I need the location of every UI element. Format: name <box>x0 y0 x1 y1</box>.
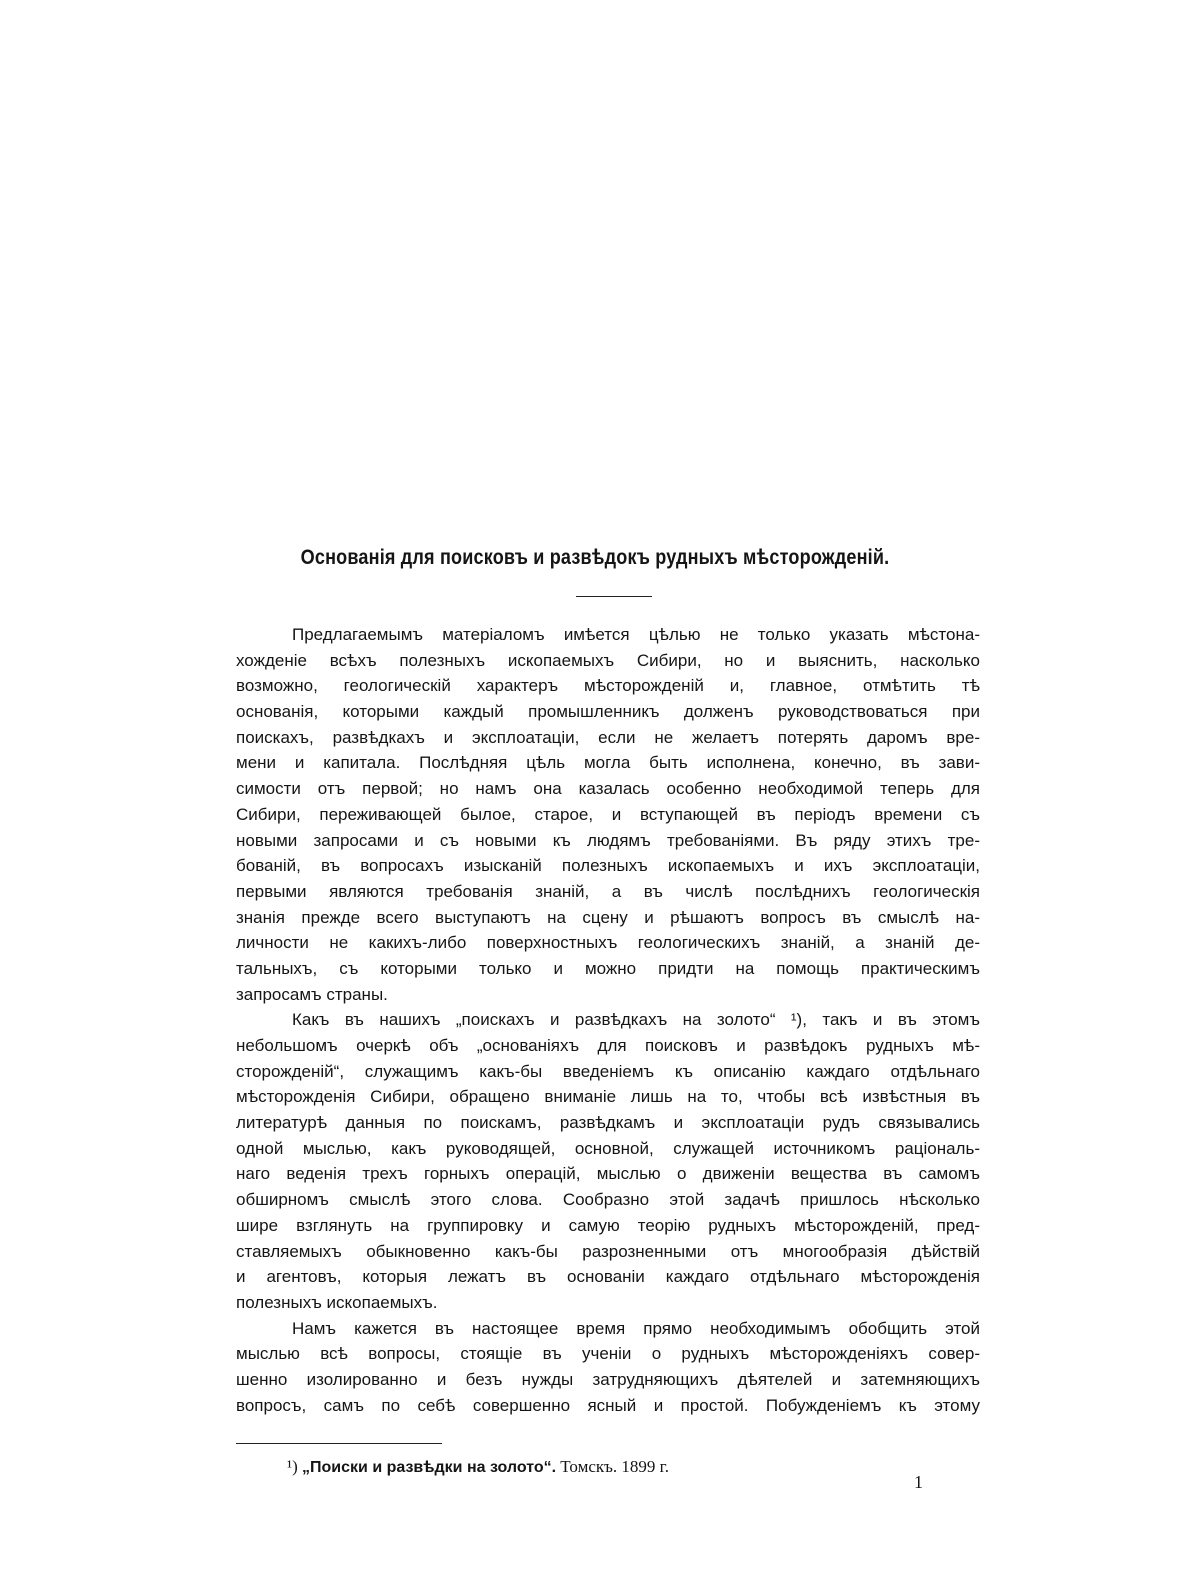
footnote <box>287 1457 669 1477</box>
text-line: сторожденій“, служащимъ какъ-бы введеніемъ къ описанію каждаго отдѣльнаго <box>236 1061 980 1081</box>
text-line: одной мыслью, какъ руководящей, основной, служащей источникомъ раціональ- <box>236 1138 980 1158</box>
text-line: мѣсторожденія Сибири, обращено вниманіе лишь на то, чтобы всѣ извѣстныя въ <box>236 1087 980 1107</box>
text-line: первыми являются требованія знаній, а въ числѣ послѣднихъ геологическія <box>236 881 980 901</box>
text-line: Какъ въ нашихъ „поискахъ и развѣдкахъ на золото“ ¹), такъ и въ этомъ <box>292 1010 980 1030</box>
footnote-quoted-title: „Поиски и развѣдки на золото“. <box>302 1459 557 1476</box>
page-number: 1 <box>914 1472 923 1492</box>
text-line: наго веденія трехъ горныхъ операцій, мыслью о движеніи вещества въ самомъ <box>236 1164 980 1184</box>
text-line: бованій, въ вопросахъ изысканій полезныхъ ископаемыхъ и ихъ эксплоатаціи, <box>236 856 980 876</box>
text-line: личности не какихъ-либо поверхностныхъ геологическихъ знаній, а знаній де- <box>236 933 980 953</box>
text-line: поискахъ, развѣдкахъ и эксплоатаціи, если не желаетъ потерять даромъ вре- <box>236 727 980 747</box>
text-line: мени и капитала. Послѣдняя цѣль могла быть исполнена, конечно, въ зави- <box>236 753 980 773</box>
text-line: шенно изолированно и безъ нужды затрудняющихъ дѣятелей и затемняющихъ <box>236 1369 980 1389</box>
text-line: мыслью всѣ вопросы, стоящіе въ ученіи о рудныхъ мѣсторожденіяхъ совер- <box>236 1344 980 1364</box>
text-line: тальныхъ, съ которыми только и можно придти на помощь практическимъ <box>236 958 980 978</box>
body-text <box>236 622 980 1418</box>
text-line: возможно, геологическій характеръ мѣсторожденій и, главное, отмѣтить тѣ <box>236 676 980 696</box>
text-line: ставляемыхъ обыкновенно какъ-бы разрозненными отъ многообразія дѣйствій <box>236 1241 980 1261</box>
text-line: литературѣ данныя по поискамъ, развѣдкамъ и эксплоатаціи рудъ связывались <box>236 1113 980 1133</box>
text-line: новыми запросами и съ новыми къ людямъ требованіями. Въ ряду этихъ тре- <box>236 830 980 850</box>
text-line: знанія прежде всего выступаютъ на сцену и рѣшаютъ вопросъ въ смыслѣ на- <box>236 907 980 927</box>
text-line: и агентовъ, которыя лежатъ въ основаніи каждаго отдѣльнаго мѣсторожденія <box>236 1267 980 1287</box>
text-line: Предлагаемымъ матеріаломъ имѣется цѣлью не только указать мѣстона- <box>292 625 980 644</box>
text-line: Сибири, переживающей былое, старое, и вступающей въ періодъ времени съ <box>236 804 980 824</box>
text-line: вопросъ, самъ по себѣ совершенно ясный и простой. Побужденіемъ къ этому <box>236 1395 980 1415</box>
text-line: полезныхъ ископаемыхъ. <box>236 1292 438 1312</box>
text-line: обширномъ смыслѣ этого слова. Сообразно этой задачѣ пришлось нѣсколько <box>236 1190 980 1210</box>
footnote-divider <box>236 1443 442 1444</box>
footnote-publication: Томскъ. 1899 г. <box>560 1457 669 1476</box>
text-line: небольшомъ очеркѣ объ „основаніяхъ для поисковъ и развѣдокъ рудныхъ мѣ- <box>236 1036 980 1055</box>
text-line: основанія, которыми каждый промышленникъ долженъ руководствоваться при <box>236 702 980 722</box>
text-line: хожденіе всѣхъ полезныхъ ископаемыхъ Сибири, но и выяснить, насколько <box>236 650 980 670</box>
footnote-marker: ¹) <box>287 1457 298 1476</box>
text-line: шире взглянуть на группировку и самую теорію рудныхъ мѣсторожденій, пред- <box>236 1215 980 1235</box>
text-line: симости отъ первой; но намъ она казалась особенно необходимой теперь для <box>236 779 980 799</box>
title-divider <box>576 596 652 597</box>
text-line: Намъ кажется въ настоящее время прямо необходимымъ обобщить этой <box>292 1318 980 1338</box>
text-line: запросамъ страны. <box>236 984 388 1004</box>
page-title: Основанія для поисковъ и развѣдокъ рудныхъ мѣсторожденій. <box>300 546 890 569</box>
